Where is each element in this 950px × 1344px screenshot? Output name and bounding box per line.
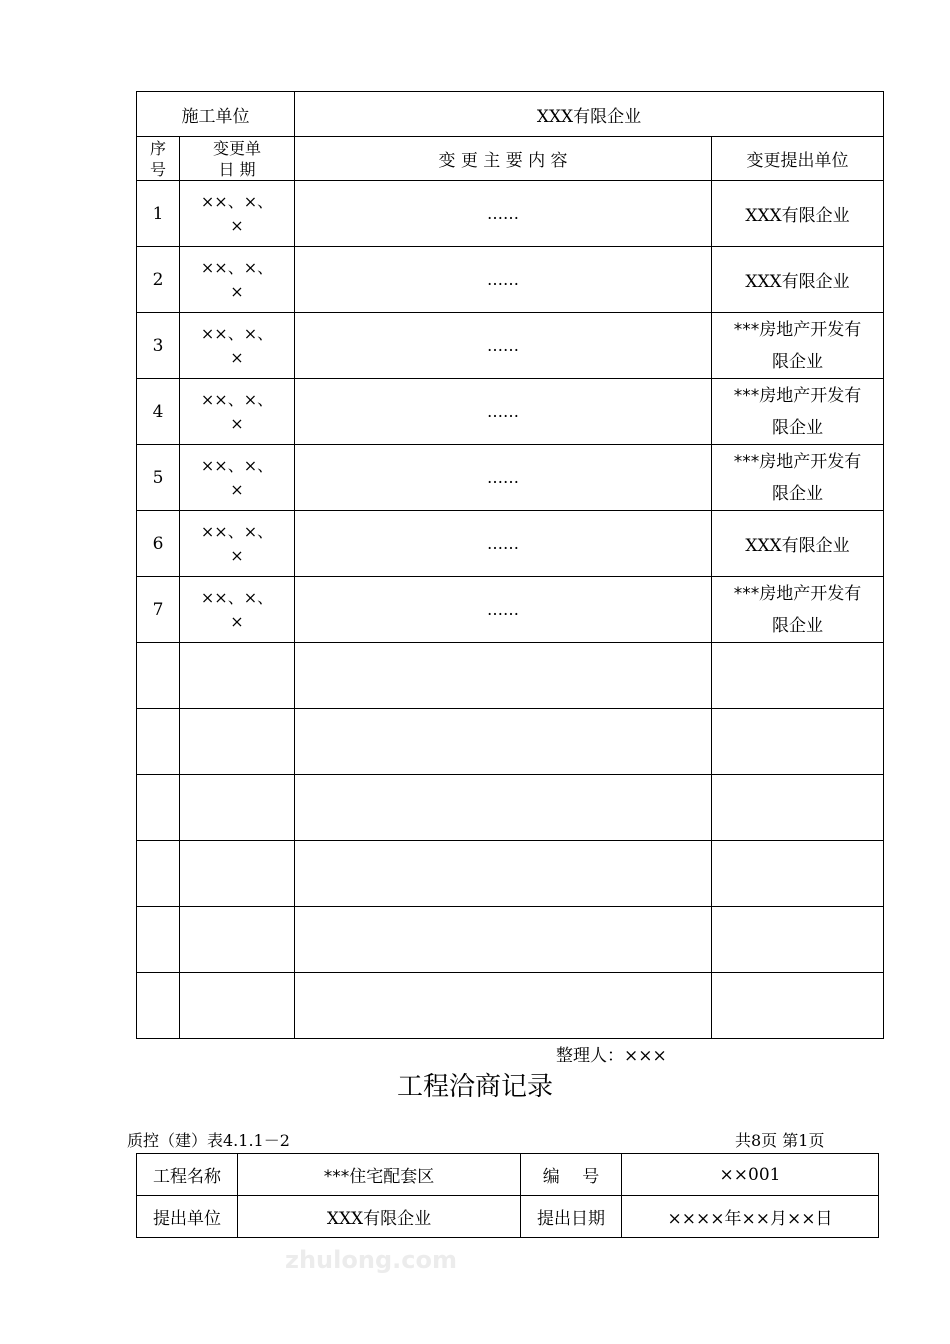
row-unit-empty	[712, 841, 884, 907]
row-date-line: ××、×、	[200, 323, 274, 343]
submit-date-label: 提出日期	[521, 1196, 622, 1238]
row-date-line: ×	[230, 281, 244, 301]
row-content-empty	[295, 907, 712, 973]
row-seq: 6	[137, 511, 180, 577]
watermark: zhulong.com	[285, 1246, 457, 1274]
row-unit-line: XXX有限企业	[745, 206, 850, 226]
row-unit-line: XXX有限企业	[745, 536, 850, 556]
row-unit-line: 限企业	[772, 351, 823, 372]
table-header-row	[137, 137, 884, 181]
number-label: 编 号	[521, 1154, 622, 1196]
submit-unit-value: XXX有限企业	[238, 1196, 521, 1238]
row-seq-empty	[137, 973, 180, 1039]
empty-row	[137, 907, 884, 973]
table-row	[137, 511, 884, 577]
row-content: ……	[295, 181, 712, 247]
row-seq-empty	[137, 907, 180, 973]
row-date	[180, 445, 295, 511]
row-unit	[712, 313, 884, 379]
row-date-empty	[180, 775, 295, 841]
row-seq-empty	[137, 643, 180, 709]
header-date-line-2: 日 期	[218, 159, 256, 179]
row-date-empty	[180, 841, 295, 907]
row-date	[180, 577, 295, 643]
row-content: ……	[295, 511, 712, 577]
row-content-empty	[295, 643, 712, 709]
construction-unit-label: 施工单位	[137, 92, 295, 137]
empty-row	[137, 775, 884, 841]
row-seq: 2	[137, 247, 180, 313]
form-code: 质控（建）表4.1.1－2	[127, 1131, 290, 1150]
row-unit	[712, 577, 884, 643]
project-name-label: 工程名称	[137, 1154, 238, 1196]
row-date-empty	[180, 709, 295, 775]
row-seq: 7	[137, 577, 180, 643]
header-date-line-1: 变更单	[212, 138, 261, 158]
submit-date-value: ××××年××月××日	[622, 1196, 879, 1238]
document-title: 工程洽商记录	[396, 1072, 553, 1102]
row-date-line: ×	[230, 545, 244, 565]
page-info: 共8页 第1页	[735, 1131, 825, 1150]
row-seq: 4	[137, 379, 180, 445]
empty-row	[137, 643, 884, 709]
row-unit-empty	[712, 643, 884, 709]
row-date	[180, 313, 295, 379]
row-unit-empty	[712, 709, 884, 775]
empty-row	[137, 709, 884, 775]
row-date-empty	[180, 973, 295, 1039]
row-date-line: ××、×、	[200, 521, 274, 541]
table-row	[137, 313, 884, 379]
header-content: 变 更 主 要 内 容	[295, 137, 712, 181]
row-unit	[712, 511, 884, 577]
row-unit	[712, 247, 884, 313]
row-date-line: ×	[230, 611, 244, 631]
row-unit-line: 限企业	[772, 615, 823, 636]
row-unit-line: ***房地产开发有	[733, 385, 862, 406]
row-date-line: ××、×、	[200, 389, 274, 409]
info-row-1	[137, 1154, 879, 1196]
table-row	[137, 577, 884, 643]
row-date-line: ××、×、	[200, 257, 274, 277]
row-date	[180, 379, 295, 445]
header-seq-line-2: 号	[149, 159, 166, 179]
row-unit-line: 限企业	[772, 483, 823, 504]
row-seq: 3	[137, 313, 180, 379]
row-date	[180, 181, 295, 247]
row-date-line: ×	[230, 347, 244, 367]
row-content: ……	[295, 313, 712, 379]
row-date	[180, 247, 295, 313]
row-unit	[712, 445, 884, 511]
row-date-line: ××、×、	[200, 455, 274, 475]
row-seq-empty	[137, 841, 180, 907]
row-date-line: ××、×、	[200, 587, 274, 607]
row-content-empty	[295, 709, 712, 775]
row-content: ……	[295, 247, 712, 313]
row-content: ……	[295, 379, 712, 445]
row-date-line: ×	[230, 479, 244, 499]
row-unit	[712, 379, 884, 445]
construction-unit-value: XXX有限企业	[295, 92, 884, 137]
change-summary-table	[136, 91, 884, 1039]
row-date-empty	[180, 907, 295, 973]
row-unit-empty	[712, 973, 884, 1039]
row-seq-empty	[137, 709, 180, 775]
construction-unit-row	[137, 92, 884, 137]
header-date	[180, 137, 295, 181]
row-date-line: ×	[230, 413, 244, 433]
table-row	[137, 445, 884, 511]
row-unit-line: ***房地产开发有	[733, 451, 862, 472]
row-date	[180, 511, 295, 577]
project-name-value: ***住宅配套区	[238, 1154, 521, 1196]
row-unit-line: ***房地产开发有	[733, 319, 862, 340]
row-unit-line: XXX有限企业	[745, 272, 850, 292]
row-content: ……	[295, 577, 712, 643]
row-unit-line: ***房地产开发有	[733, 583, 862, 604]
empty-row	[137, 841, 884, 907]
row-unit-line: 限企业	[772, 417, 823, 438]
submit-unit-label: 提出单位	[137, 1196, 238, 1238]
row-content-empty	[295, 841, 712, 907]
row-seq-empty	[137, 775, 180, 841]
header-unit: 变更提出单位	[712, 137, 884, 181]
row-unit	[712, 181, 884, 247]
row-seq: 1	[137, 181, 180, 247]
row-content-empty	[295, 973, 712, 1039]
row-date-line: ××、×、	[200, 191, 274, 211]
info-row-2	[137, 1196, 879, 1238]
row-date-line: ×	[230, 215, 244, 235]
table-row	[137, 247, 884, 313]
table-row	[137, 181, 884, 247]
header-seq	[137, 137, 180, 181]
number-value: ××001	[622, 1154, 879, 1196]
row-date-empty	[180, 643, 295, 709]
row-seq: 5	[137, 445, 180, 511]
row-content: ……	[295, 445, 712, 511]
empty-row	[137, 973, 884, 1039]
header-seq-line-1: 序	[149, 138, 166, 158]
info-table	[136, 1153, 879, 1238]
row-unit-empty	[712, 907, 884, 973]
table-row	[137, 379, 884, 445]
row-unit-empty	[712, 775, 884, 841]
organizer: 整理人：×××	[556, 1046, 667, 1066]
row-content-empty	[295, 775, 712, 841]
